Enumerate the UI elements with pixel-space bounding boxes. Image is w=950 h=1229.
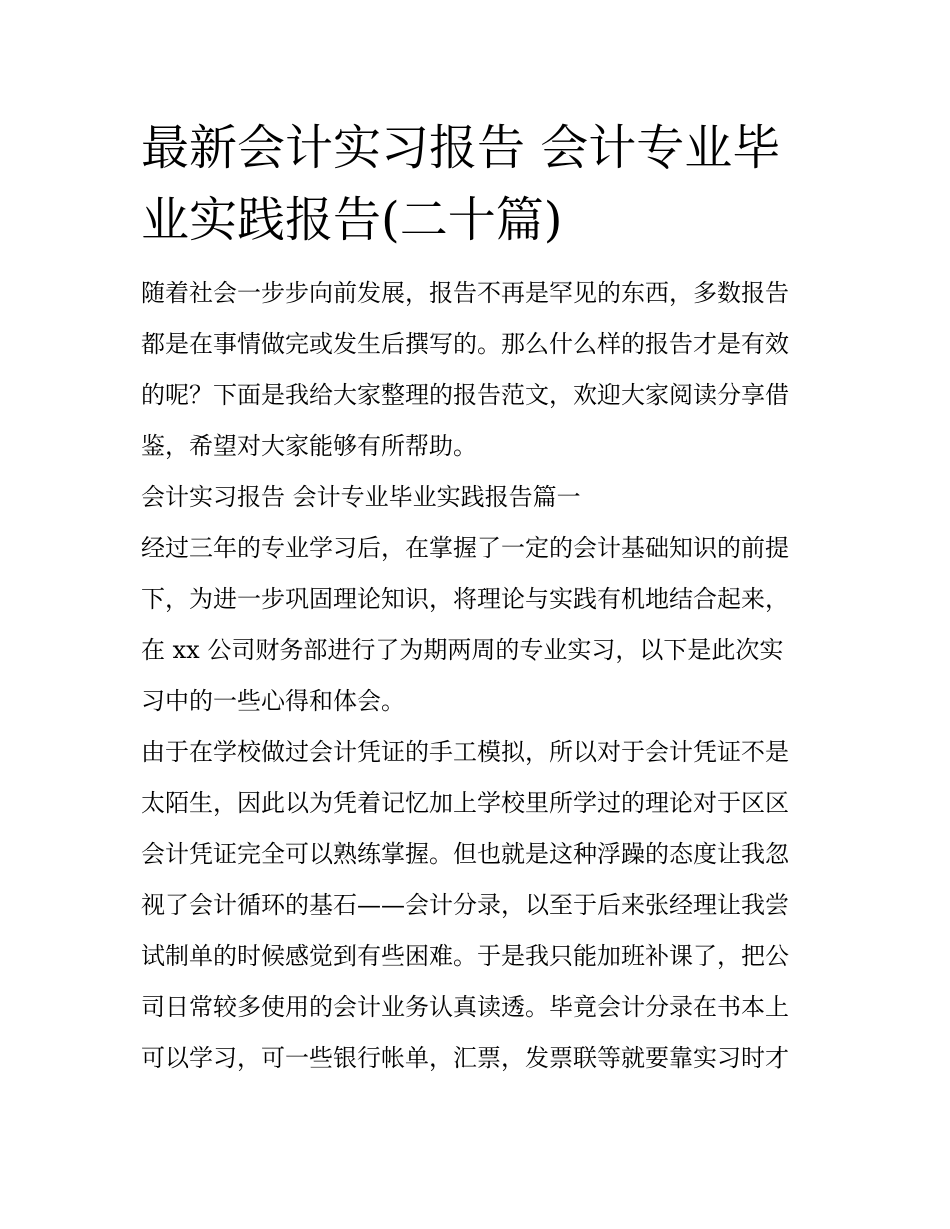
text-line: 的呢？下面是我给大家整理的报告范文，欢迎大家阅读分享借	[141, 381, 789, 409]
document-title	[141, 112, 811, 256]
intro-paragraph	[141, 268, 811, 472]
text-line: 可以学习，可一些银行帐单，汇票，发票联等就要靠实习时才	[141, 1044, 789, 1072]
body-paragraph	[141, 727, 811, 1084]
text-line: 随着社会一步步向前发展，报告不再是罕见的东西，多数报告	[141, 279, 789, 307]
text-line: 由于在学校做过会计凭证的手工模拟，所以对于会计凭证不是	[141, 738, 789, 766]
section-heading-text: 会计实习报告 会计专业毕业实践报告篇一	[141, 483, 581, 511]
title-line: 业实践报告(二十篇)	[141, 192, 563, 248]
text-line: 习中的一些心得和体会。	[141, 687, 405, 715]
body-paragraph	[141, 523, 811, 727]
document-page	[141, 112, 811, 1084]
document-body	[141, 268, 811, 1084]
text-line: 经过三年的专业学习后，在掌握了一定的会计基础知识的前提	[141, 534, 789, 562]
text-line: 下，为进一步巩固理论知识，将理论与实践有机地结合起来，	[141, 585, 789, 613]
title-line: 最新会计实习报告 会计专业毕	[141, 120, 781, 176]
text-line: 太陌生，因此以为凭着记忆加上学校里所学过的理论对于区区	[141, 789, 789, 817]
text-line: 视了会计循环的基石——会计分录，以至于后来张经理让我尝	[141, 891, 789, 919]
text-line: 在 xx 公司财务部进行了为期两周的专业实习，以下是此次实	[141, 636, 784, 664]
text-line: 司日常较多使用的会计业务认真读透。毕竟会计分录在书本上	[141, 993, 789, 1021]
text-line: 会计凭证完全可以熟练掌握。但也就是这种浮躁的态度让我忽	[141, 840, 789, 868]
section-heading	[141, 472, 811, 523]
text-line: 都是在事情做完或发生后撰写的。那么什么样的报告才是有效	[141, 330, 789, 358]
text-line: 鉴，希望对大家能够有所帮助。	[141, 432, 477, 460]
text-line: 试制单的时候感觉到有些困难。于是我只能加班补课了，把公	[141, 942, 789, 970]
